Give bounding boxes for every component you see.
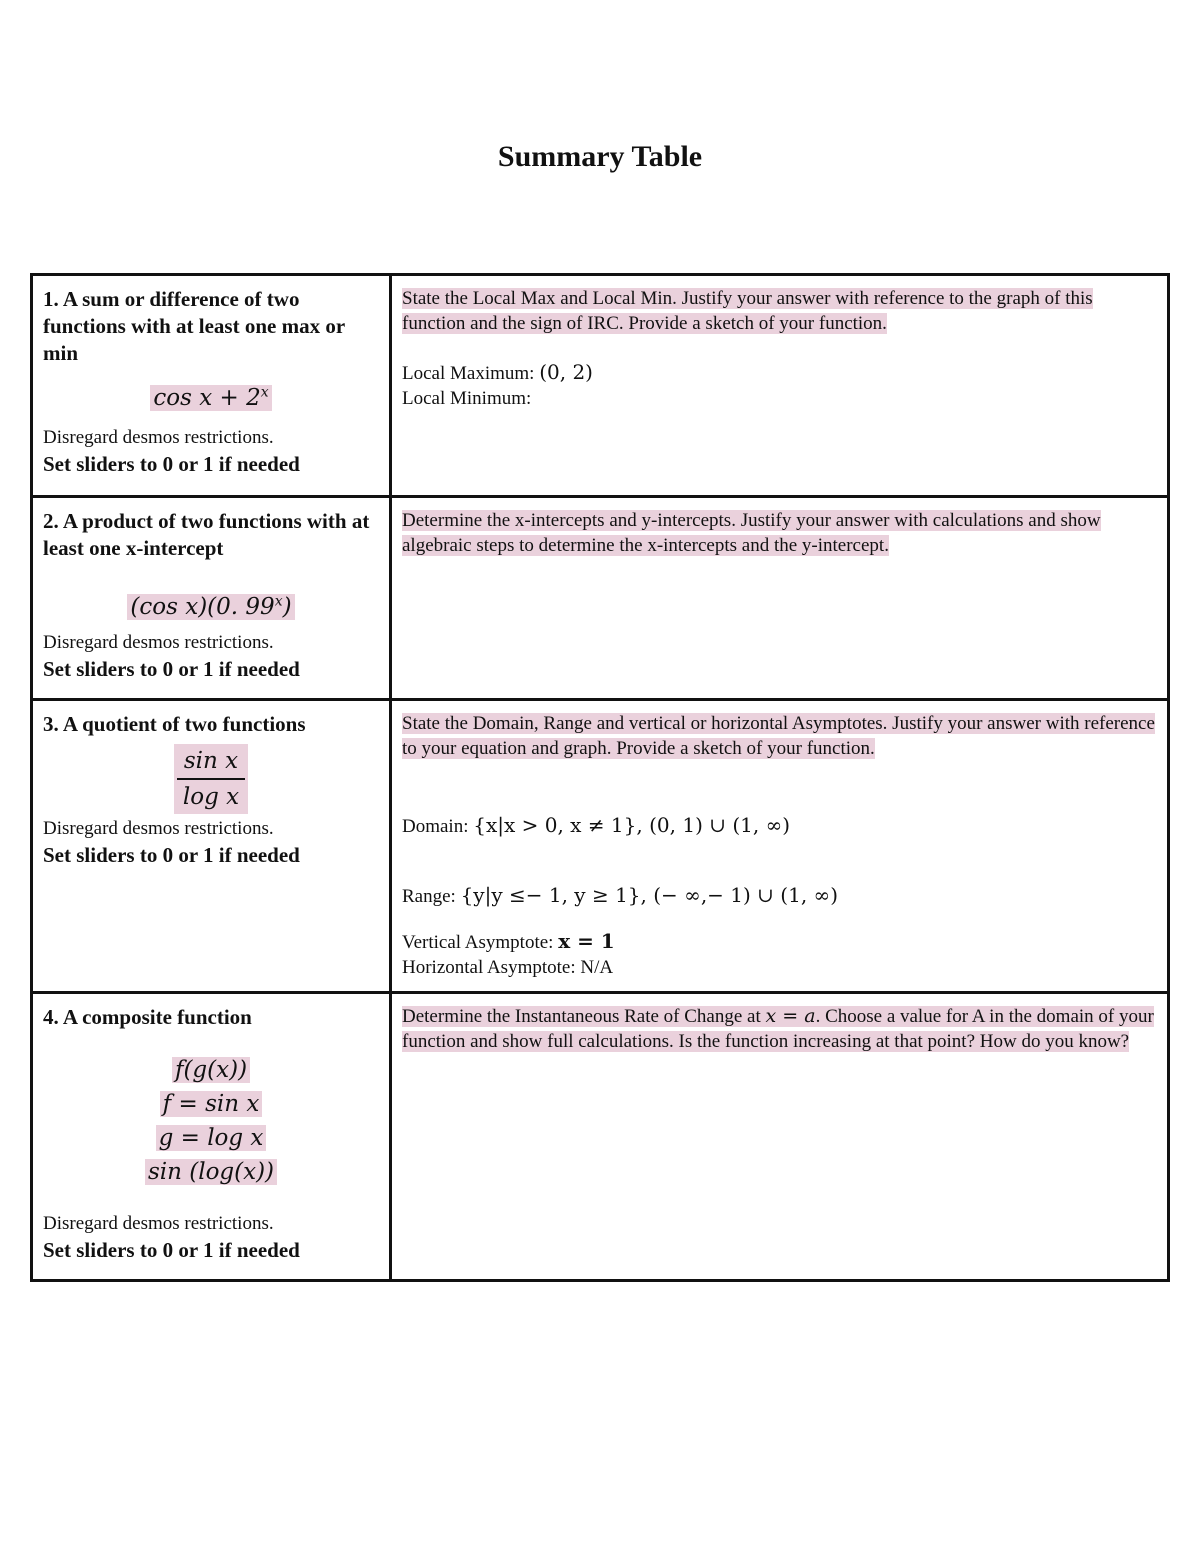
disregard-note: Disregard desmos restrictions. bbox=[43, 631, 274, 653]
function-cell bbox=[32, 700, 391, 993]
task-prompt: State the Domain, Range and vertical or horizontal Asymptotes. Justify your answer with reference to your equation and graph. Provide a sketch of your function. bbox=[402, 713, 1155, 759]
range-line: Range: {y|y ≤− 1, y ≥ 1}, (− ∞,− 1) ∪ (1, ∞) bbox=[402, 883, 838, 907]
task-cell bbox=[391, 497, 1169, 700]
horizontal-asymptote-line: Horizontal Asymptote: N/A bbox=[402, 957, 614, 978]
task-cell bbox=[391, 700, 1169, 993]
page-title: Summary Table bbox=[497, 140, 703, 173]
task-prompt: State the Local Max and Local Min. Justify your answer with reference to the graph of this function and the sign of IRC. Provide a sketch of your function. bbox=[402, 288, 1093, 334]
task-prompt: Determine the Instantaneous Rate of Change at x = a. Choose a value for A in the domain of your function and show full calculations. Is the function increasing at that point? How do you know? bbox=[402, 1005, 1154, 1052]
function-cell bbox=[32, 275, 391, 497]
table-row bbox=[32, 497, 1169, 700]
row-heading: 3. A quotient of two functions bbox=[43, 712, 306, 736]
function-formula: $\cos x + 2^x$ bbox=[43, 375, 379, 415]
task-cell bbox=[391, 993, 1169, 1281]
row-heading: 4. A composite function bbox=[43, 1005, 252, 1029]
domain-line: Domain: {x|x > 0, x ≠ 1}, (0, 1) ∪ (1, ∞) bbox=[402, 813, 791, 837]
sliders-note: Set sliders to 0 or 1 if needed bbox=[43, 1238, 300, 1262]
table-row bbox=[32, 993, 1169, 1281]
disregard-note: Disregard desmos restrictions. bbox=[43, 1213, 274, 1234]
task-prompt: Determine the x-intercepts and y-intercepts. Justify your answer with calculations and show algebraic steps to determine the x-intercepts and the y-intercept. bbox=[402, 510, 1101, 556]
function-formula: (cos x)(0. 99$^x$) bbox=[43, 584, 379, 624]
function-cell bbox=[32, 993, 391, 1281]
local-max-line: Local Maximum: (0, 2) bbox=[402, 360, 593, 384]
local-min-line: Local Minimum: bbox=[402, 388, 532, 409]
sliders-note: Set sliders to 0 or 1 if needed bbox=[43, 451, 300, 476]
function-cell bbox=[32, 497, 391, 700]
fraction: $\frac{\text{sin x}}{\text{log x}}$ bbox=[174, 744, 248, 814]
sliders-note: Set sliders to 0 or 1 if needed bbox=[43, 656, 300, 681]
task-cell bbox=[391, 275, 1169, 497]
summary-table bbox=[30, 273, 1170, 1282]
disregard-note: Disregard desmos restrictions. bbox=[43, 426, 274, 448]
row-heading: 2. A product of two functions with at least one x-intercept bbox=[43, 509, 370, 560]
sliders-note: Set sliders to 0 or 1 if needed bbox=[43, 843, 300, 867]
composite-formula: f(g(x)) f = sin x g = log x sin (log(x)) bbox=[43, 1053, 379, 1189]
disregard-note: Disregard desmos restrictions. bbox=[43, 818, 274, 839]
vertical-asymptote-line: Vertical Asymptote: x = 1 bbox=[402, 929, 615, 953]
function-formula bbox=[43, 744, 379, 814]
table-row bbox=[32, 275, 1169, 497]
row-heading: 1. A sum or difference of two functions with at least one max or min bbox=[43, 287, 345, 365]
table-row bbox=[32, 700, 1169, 993]
